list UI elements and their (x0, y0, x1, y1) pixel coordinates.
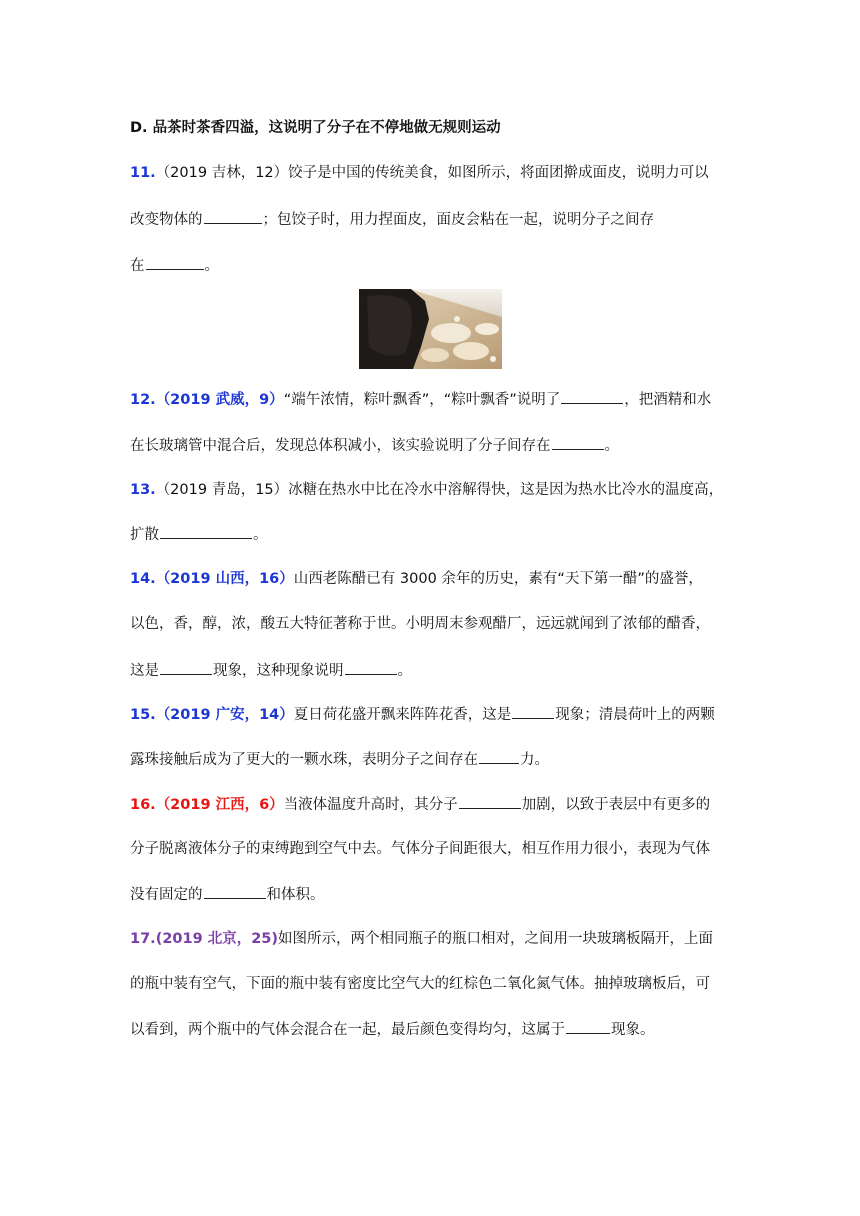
question-11-line-2: 改变物体的 ；包饺子时，用力捏面皮，面皮会粘在一起，说明分子之间存 (130, 209, 740, 230)
answer-blank[interactable] (479, 749, 519, 764)
answer-blank[interactable] (552, 435, 604, 450)
question-15-line-2: 露珠接触后成为了更大的一颗水珠，表明分子之间存在 力。 (130, 749, 740, 770)
answer-blank[interactable] (561, 389, 623, 404)
question-11-line-3: 在 。 (130, 255, 740, 276)
answer-blank[interactable] (204, 209, 262, 224)
question-14-line-3: 这是 现象，这种现象说明 。 (130, 660, 740, 681)
answer-blank[interactable] (160, 524, 252, 539)
question-13-source: 13.（2019 青岛，15） (130, 482, 289, 498)
question-17-source: 17.(2019 北京，25) (130, 931, 279, 947)
question-15-source: 15.（2019 广安，14） (130, 707, 294, 723)
question-16-line-2: 分子脱离液体分子的束缚跑到空气中去。气体分子间距很大，相互作用力很小，表现为气体 (130, 841, 710, 857)
question-16-line-3: 没有固定的 和体积。 (130, 884, 740, 905)
question-17-line-2: 的瓶中装有空气，下面的瓶中装有密度比空气大的红棕色二氧化氮气体。抽掉玻璃板后，可 (130, 976, 710, 992)
dumpling-photo-icon (359, 289, 502, 369)
answer-blank[interactable] (160, 660, 212, 675)
question-17-line-1: 17.(2019 北京，25)如图所示，两个相同瓶子的瓶口相对，之间用一块玻璃板隔开，上面 (130, 931, 714, 947)
question-14-line-1: 14.（2019 山西，16）山西老陈醋已有 3000 余年的历史，素有“天下第一醋”的盛誉， (130, 571, 703, 587)
answer-blank[interactable] (345, 660, 397, 675)
answer-blank[interactable] (566, 1019, 610, 1034)
question-13-line-2: 扩散 。 (130, 524, 740, 545)
question-11-text: 饺子是中国的传统美食，如图所示，将面团擀成面皮，说明力可以 (288, 165, 709, 181)
question-11-line-1 (130, 163, 740, 183)
question-12-line-1: 12.（2019 武威，9）“端午浓情，粽叶飘香”，“粽叶飘香”说明了 ，把酒精和水 (130, 389, 740, 410)
question-14-source: 14.（2019 山西，16） (130, 571, 294, 587)
dumpling-dough-photo (359, 289, 502, 369)
option-d-text: D. 品茶时茶香四溢，这说明了分子在不停地做无规则运动 (130, 120, 501, 136)
answer-blank[interactable] (146, 255, 204, 270)
question-14-line-2: 以色，香，醇，浓，酸五大特征著称于世。小明周末参观醋厂，远远就闻到了浓郁的醋香， (130, 616, 710, 632)
question-11-source: 11.（2019 吉林，12） (130, 165, 289, 181)
question-12-source: 12.（2019 武威，9） (130, 392, 284, 408)
question-15-line-1: 15.（2019 广安，14）夏日荷花盛开飘来阵阵花香，这是 现象；清晨荷叶上的两颗 (130, 704, 740, 725)
answer-blank[interactable] (204, 884, 266, 899)
question-17-line-3: 以看到，两个瓶中的气体会混合在一起，最后颜色变得均匀，这属于 现象。 (130, 1019, 740, 1040)
question-12-line-2: 在长玻璃管中混合后，发现总体积减小，该实验说明了分子间存在 。 (130, 435, 740, 456)
option-d (130, 118, 740, 138)
question-13-line-1: 13.（2019 青岛，15）冰糖在热水中比在冷水中溶解得快，这是因为热水比冷水的温度高， (130, 482, 724, 498)
answer-blank[interactable] (459, 794, 521, 809)
answer-blank[interactable] (512, 704, 554, 719)
question-16-line-1: 16.（2019 江西，6）当液体温度升高时，其分子 加剧，以致于表层中有更多的 (130, 794, 740, 815)
question-16-source: 16.（2019 江西，6） (130, 797, 284, 813)
